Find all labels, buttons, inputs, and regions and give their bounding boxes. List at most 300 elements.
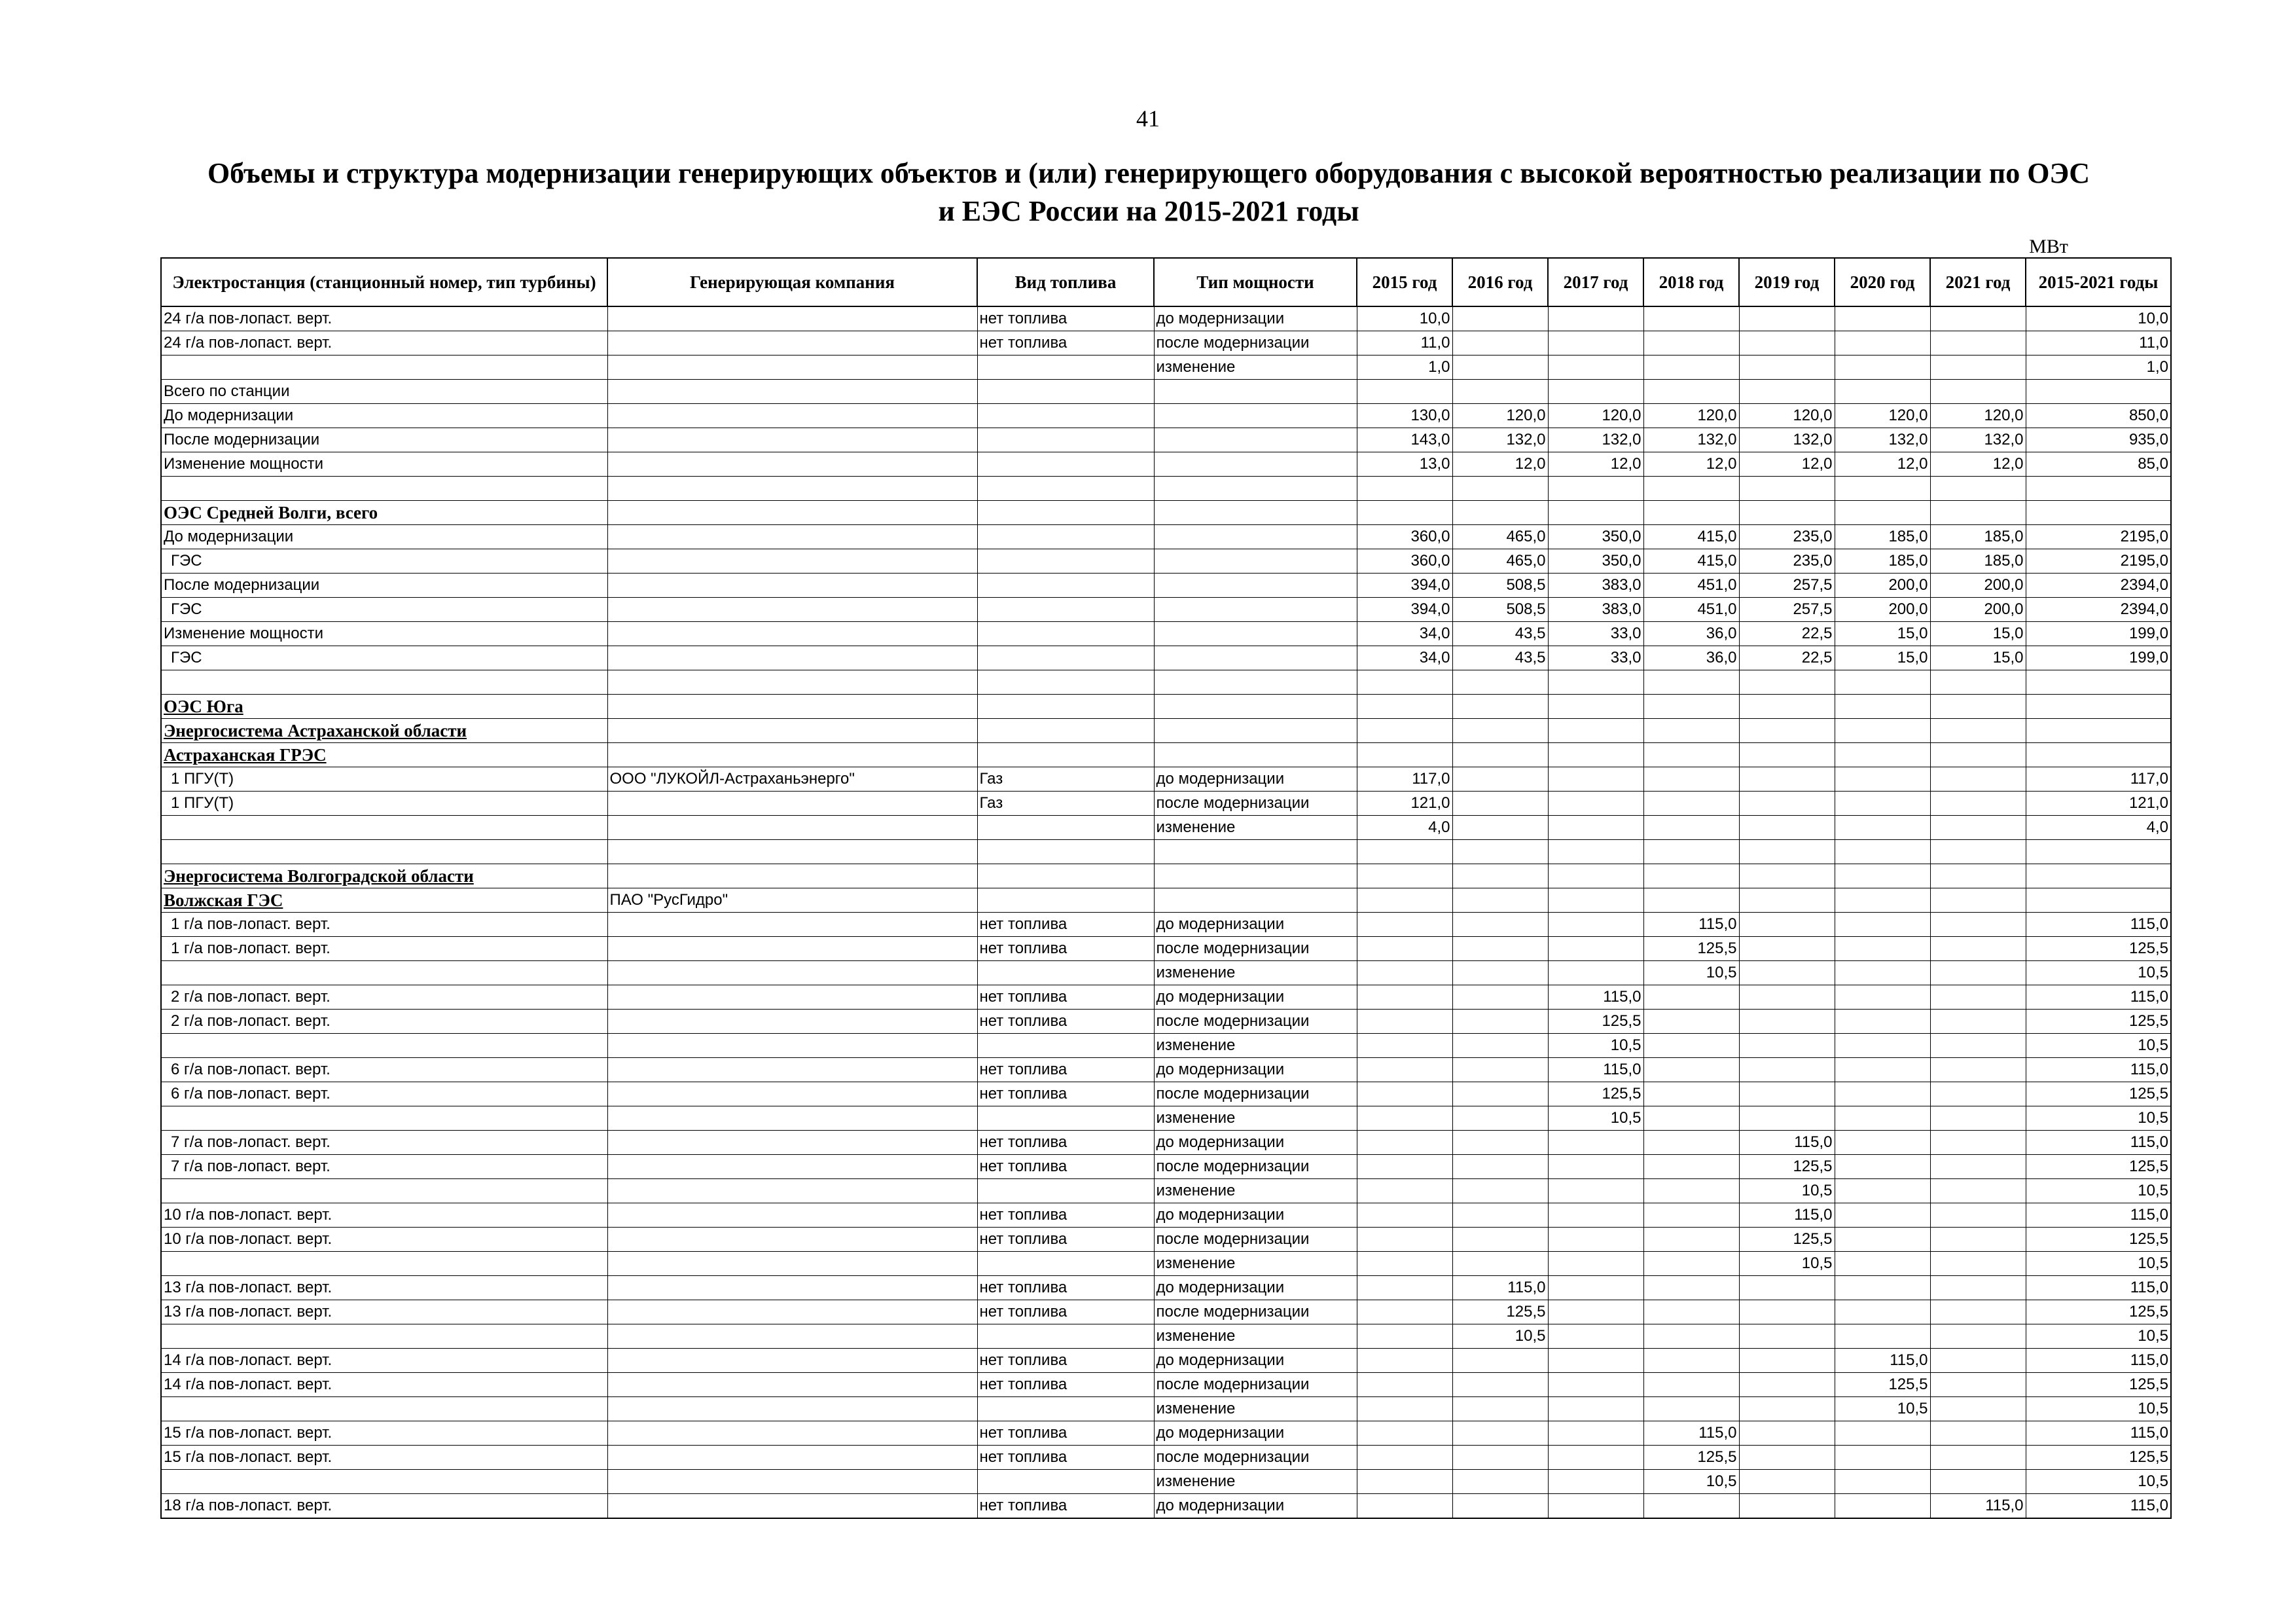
value-cell-2016: 43,5 <box>1452 646 1548 670</box>
fuel-cell <box>977 477 1154 501</box>
value-cell-2015: 130,0 <box>1357 404 1452 428</box>
company-cell <box>607 961 977 985</box>
value-cell-2015 <box>1357 1421 1452 1446</box>
value-cell-2017 <box>1548 1179 1643 1203</box>
capacity-type-cell <box>1154 549 1357 574</box>
fuel-cell <box>977 816 1154 840</box>
value-cell-2021 <box>1930 1203 2026 1228</box>
company-cell <box>607 1324 977 1349</box>
value-cell-2017 <box>1548 767 1643 792</box>
station-cell: 13 г/а пов-лопаст. верт. <box>161 1276 607 1300</box>
company-cell <box>607 574 977 598</box>
value-cell-2017: 120,0 <box>1548 404 1643 428</box>
value-cell-2021 <box>1930 937 2026 961</box>
value-cell-2015 <box>1357 985 1452 1010</box>
document-title <box>144 155 2153 230</box>
value-cell-2016: 465,0 <box>1452 525 1548 549</box>
value-cell-2016 <box>1452 985 1548 1010</box>
value-cell-2015: 143,0 <box>1357 428 1452 452</box>
title-line-1: Объемы и структура модернизации генерирующих объектов и (или) генерирующего оборудования с высокой вероятностью реализации по ОЭС <box>207 157 2090 189</box>
total-cell <box>2026 840 2171 864</box>
value-cell-2021: 15,0 <box>1930 622 2026 646</box>
total-cell: 125,5 <box>2026 1010 2171 1034</box>
value-cell-2021 <box>1930 356 2026 380</box>
value-cell-2016 <box>1452 356 1548 380</box>
table-row <box>161 985 2171 1010</box>
value-cell-2016 <box>1452 306 1548 331</box>
fuel-cell <box>977 888 1154 913</box>
value-cell-2017: 350,0 <box>1548 549 1643 574</box>
company-cell <box>607 840 977 864</box>
value-cell-2019 <box>1739 695 1835 719</box>
value-cell-2020 <box>1835 864 1930 888</box>
value-cell-2021 <box>1930 380 2026 404</box>
value-cell-2016 <box>1452 1034 1548 1058</box>
value-cell-2021 <box>1930 792 2026 816</box>
table-row <box>161 574 2171 598</box>
capacity-type-cell <box>1154 646 1357 670</box>
value-cell-2021 <box>1930 331 2026 356</box>
station-label: Астраханская ГРЭС <box>164 745 327 765</box>
value-cell-2021: 115,0 <box>1930 1494 2026 1519</box>
value-cell-2021 <box>1930 864 2026 888</box>
value-cell-2017 <box>1548 1494 1643 1519</box>
value-cell-2016 <box>1452 1010 1548 1034</box>
table-row <box>161 1058 2171 1082</box>
table-row <box>161 1203 2171 1228</box>
value-cell-2015 <box>1357 961 1452 985</box>
value-cell-2019: 125,5 <box>1739 1155 1835 1179</box>
value-cell-2018 <box>1643 1058 1739 1082</box>
total-cell: 121,0 <box>2026 792 2171 816</box>
company-cell <box>607 743 977 767</box>
table-row <box>161 622 2171 646</box>
capacity-type-cell <box>1154 404 1357 428</box>
company-cell <box>607 1397 977 1421</box>
value-cell-2017: 12,0 <box>1548 452 1643 477</box>
station-label: Энергосистема Волгоградской области <box>164 866 474 886</box>
capacity-type-cell: изменение <box>1154 1470 1357 1494</box>
value-cell-2018 <box>1643 1082 1739 1106</box>
value-cell-2021 <box>1930 1228 2026 1252</box>
value-cell-2020 <box>1835 380 1930 404</box>
header-total: 2015-2021 годы <box>2026 258 2171 306</box>
capacity-type-cell: после модернизации <box>1154 331 1357 356</box>
table-row <box>161 1179 2171 1203</box>
value-cell-2015 <box>1357 1106 1452 1131</box>
fuel-cell: нет топлива <box>977 1494 1154 1519</box>
value-cell-2018 <box>1643 695 1739 719</box>
total-cell: 117,0 <box>2026 767 2171 792</box>
value-cell-2020: 12,0 <box>1835 452 1930 477</box>
value-cell-2016 <box>1452 816 1548 840</box>
value-cell-2018: 12,0 <box>1643 452 1739 477</box>
total-cell: 125,5 <box>2026 1155 2171 1179</box>
value-cell-2020 <box>1835 1228 1930 1252</box>
value-cell-2020: 185,0 <box>1835 549 1930 574</box>
value-cell-2021 <box>1930 840 2026 864</box>
value-cell-2016 <box>1452 1203 1548 1228</box>
fuel-cell: нет топлива <box>977 1300 1154 1324</box>
value-cell-2019 <box>1739 743 1835 767</box>
value-cell-2018 <box>1643 792 1739 816</box>
station-cell: 14 г/а пов-лопаст. верт. <box>161 1349 607 1373</box>
value-cell-2020: 15,0 <box>1835 622 1930 646</box>
value-cell-2016 <box>1452 961 1548 985</box>
table-row <box>161 961 2171 985</box>
header-company: Генерирующая компания <box>607 258 977 306</box>
page-number: 41 <box>1136 105 1160 132</box>
value-cell-2020 <box>1835 306 1930 331</box>
value-cell-2018 <box>1643 1252 1739 1276</box>
value-cell-2018 <box>1643 864 1739 888</box>
total-cell <box>2026 719 2171 743</box>
fuel-cell <box>977 695 1154 719</box>
value-cell-2018 <box>1643 1203 1739 1228</box>
table-row <box>161 888 2171 913</box>
fuel-cell: нет топлива <box>977 1058 1154 1082</box>
company-cell <box>607 1421 977 1446</box>
value-cell-2016 <box>1452 1252 1548 1276</box>
station-cell <box>161 356 607 380</box>
value-cell-2018 <box>1643 719 1739 743</box>
value-cell-2021 <box>1930 1082 2026 1106</box>
value-cell-2015 <box>1357 1373 1452 1397</box>
fuel-cell <box>977 1324 1154 1349</box>
value-cell-2018 <box>1643 1106 1739 1131</box>
value-cell-2015 <box>1357 1228 1452 1252</box>
company-cell <box>607 1228 977 1252</box>
value-cell-2020 <box>1835 985 1930 1010</box>
table-row <box>161 1155 2171 1179</box>
value-cell-2016 <box>1452 1421 1548 1446</box>
company-cell <box>607 501 977 525</box>
value-cell-2015 <box>1357 1446 1452 1470</box>
value-cell-2020 <box>1835 767 1930 792</box>
fuel-cell <box>977 743 1154 767</box>
value-cell-2017: 115,0 <box>1548 1058 1643 1082</box>
station-cell <box>161 840 607 864</box>
station-cell: Изменение мощности <box>161 452 607 477</box>
total-cell: 2195,0 <box>2026 549 2171 574</box>
header-2018: 2018 год <box>1643 258 1739 306</box>
capacity-type-cell <box>1154 719 1357 743</box>
value-cell-2015: 117,0 <box>1357 767 1452 792</box>
value-cell-2016 <box>1452 937 1548 961</box>
value-cell-2016: 12,0 <box>1452 452 1548 477</box>
value-cell-2017 <box>1548 695 1643 719</box>
capacity-type-cell <box>1154 840 1357 864</box>
value-cell-2018: 125,5 <box>1643 937 1739 961</box>
value-cell-2017: 383,0 <box>1548 574 1643 598</box>
value-cell-2017: 132,0 <box>1548 428 1643 452</box>
value-cell-2019 <box>1739 767 1835 792</box>
total-cell: 11,0 <box>2026 331 2171 356</box>
value-cell-2015 <box>1357 501 1452 525</box>
company-cell <box>607 525 977 549</box>
value-cell-2019 <box>1739 1058 1835 1082</box>
station-cell: ГЭС <box>161 549 607 574</box>
company-cell <box>607 1179 977 1203</box>
value-cell-2016: 10,5 <box>1452 1324 1548 1349</box>
station-label: Энергосистема Астраханской области <box>164 721 467 740</box>
total-cell: 10,5 <box>2026 1397 2171 1421</box>
station-cell <box>161 670 607 695</box>
value-cell-2017 <box>1548 792 1643 816</box>
value-cell-2017 <box>1548 477 1643 501</box>
value-cell-2015 <box>1357 937 1452 961</box>
value-cell-2018 <box>1643 1276 1739 1300</box>
value-cell-2015 <box>1357 719 1452 743</box>
fuel-cell: нет топлива <box>977 1155 1154 1179</box>
value-cell-2021 <box>1930 1276 2026 1300</box>
station-cell: После модернизации <box>161 574 607 598</box>
total-cell: 125,5 <box>2026 1228 2171 1252</box>
fuel-cell <box>977 1470 1154 1494</box>
total-cell: 115,0 <box>2026 1203 2171 1228</box>
value-cell-2017 <box>1548 937 1643 961</box>
value-cell-2015 <box>1357 1397 1452 1421</box>
company-cell <box>607 1470 977 1494</box>
value-cell-2021 <box>1930 1397 2026 1421</box>
value-cell-2017 <box>1548 331 1643 356</box>
value-cell-2015: 394,0 <box>1357 574 1452 598</box>
table-row <box>161 380 2171 404</box>
header-2021: 2021 год <box>1930 258 2026 306</box>
fuel-cell <box>977 670 1154 695</box>
value-cell-2015 <box>1357 670 1452 695</box>
value-cell-2018 <box>1643 816 1739 840</box>
value-cell-2019 <box>1739 961 1835 985</box>
value-cell-2018 <box>1643 743 1739 767</box>
table-row <box>161 1421 2171 1446</box>
fuel-cell: нет топлива <box>977 1131 1154 1155</box>
fuel-cell <box>977 404 1154 428</box>
table-row <box>161 1494 2171 1519</box>
fuel-cell: нет топлива <box>977 913 1154 937</box>
total-cell <box>2026 888 2171 913</box>
value-cell-2016: 465,0 <box>1452 549 1548 574</box>
value-cell-2017 <box>1548 1373 1643 1397</box>
value-cell-2019: 257,5 <box>1739 574 1835 598</box>
table-row <box>161 1276 2171 1300</box>
value-cell-2019: 10,5 <box>1739 1252 1835 1276</box>
value-cell-2018 <box>1643 380 1739 404</box>
company-cell: ООО "ЛУКОЙЛ-Астраханьэнерго" <box>607 767 977 792</box>
capacity-type-cell: изменение <box>1154 1397 1357 1421</box>
value-cell-2019: 132,0 <box>1739 428 1835 452</box>
table-row <box>161 1446 2171 1470</box>
company-cell <box>607 1131 977 1155</box>
value-cell-2015 <box>1357 913 1452 937</box>
total-cell: 850,0 <box>2026 404 2171 428</box>
value-cell-2019 <box>1739 501 1835 525</box>
value-cell-2018 <box>1643 840 1739 864</box>
capacity-type-cell: до модернизации <box>1154 1421 1357 1446</box>
station-cell: 1 г/а пов-лопаст. верт. <box>161 937 607 961</box>
value-cell-2017 <box>1548 1397 1643 1421</box>
company-cell <box>607 1082 977 1106</box>
value-cell-2021 <box>1930 695 2026 719</box>
value-cell-2018: 125,5 <box>1643 1446 1739 1470</box>
company-cell <box>607 1058 977 1082</box>
capacity-type-cell: до модернизации <box>1154 913 1357 937</box>
capacity-type-cell <box>1154 477 1357 501</box>
value-cell-2021 <box>1930 1349 2026 1373</box>
company-cell <box>607 306 977 331</box>
value-cell-2018 <box>1643 1179 1739 1203</box>
value-cell-2020: 185,0 <box>1835 525 1930 549</box>
fuel-cell: нет топлива <box>977 937 1154 961</box>
value-cell-2019 <box>1739 985 1835 1010</box>
value-cell-2018: 415,0 <box>1643 549 1739 574</box>
fuel-cell <box>977 525 1154 549</box>
value-cell-2015: 13,0 <box>1357 452 1452 477</box>
station-cell <box>161 1252 607 1276</box>
table-row <box>161 1300 2171 1324</box>
total-cell: 199,0 <box>2026 646 2171 670</box>
value-cell-2017 <box>1548 913 1643 937</box>
value-cell-2021 <box>1930 1252 2026 1276</box>
value-cell-2016: 120,0 <box>1452 404 1548 428</box>
total-cell: 115,0 <box>2026 1131 2171 1155</box>
fuel-cell <box>977 598 1154 622</box>
company-cell <box>607 670 977 695</box>
value-cell-2021: 200,0 <box>1930 598 2026 622</box>
value-cell-2020 <box>1835 1155 1930 1179</box>
total-cell <box>2026 864 2171 888</box>
fuel-cell <box>977 864 1154 888</box>
value-cell-2016 <box>1452 1131 1548 1155</box>
unit-label: МВт <box>2029 236 2068 257</box>
capacity-type-cell: до модернизации <box>1154 1058 1357 1082</box>
value-cell-2021 <box>1930 816 2026 840</box>
total-cell: 115,0 <box>2026 913 2171 937</box>
value-cell-2015: 360,0 <box>1357 549 1452 574</box>
fuel-cell <box>977 1397 1154 1421</box>
table-body <box>161 306 2171 1518</box>
value-cell-2019 <box>1739 1082 1835 1106</box>
company-cell <box>607 1203 977 1228</box>
capacity-type-cell: изменение <box>1154 961 1357 985</box>
value-cell-2020 <box>1835 1179 1930 1203</box>
value-cell-2021 <box>1930 1446 2026 1470</box>
station-cell <box>161 961 607 985</box>
value-cell-2020 <box>1835 961 1930 985</box>
value-cell-2018 <box>1643 1494 1739 1519</box>
table-row <box>161 525 2171 549</box>
value-cell-2019: 115,0 <box>1739 1131 1835 1155</box>
table-row <box>161 356 2171 380</box>
value-cell-2021 <box>1930 1058 2026 1082</box>
capacity-type-cell <box>1154 525 1357 549</box>
capacity-type-cell: после модернизации <box>1154 1446 1357 1470</box>
value-cell-2021 <box>1930 1300 2026 1324</box>
station-cell: После модернизации <box>161 428 607 452</box>
value-cell-2015 <box>1357 1252 1452 1276</box>
table-row <box>161 864 2171 888</box>
capacity-type-cell: после модернизации <box>1154 1010 1357 1034</box>
value-cell-2021 <box>1930 888 2026 913</box>
value-cell-2017 <box>1548 1228 1643 1252</box>
total-cell: 115,0 <box>2026 985 2171 1010</box>
station-label: Волжская ГЭС <box>164 890 283 910</box>
value-cell-2016: 132,0 <box>1452 428 1548 452</box>
value-cell-2020 <box>1835 1082 1930 1106</box>
station-cell: 10 г/а пов-лопаст. верт. <box>161 1203 607 1228</box>
capacity-type-cell <box>1154 428 1357 452</box>
value-cell-2020 <box>1835 743 1930 767</box>
station-cell <box>161 864 607 888</box>
company-cell <box>607 1349 977 1373</box>
station-cell: 15 г/а пов-лопаст. верт. <box>161 1421 607 1446</box>
table-row <box>161 1106 2171 1131</box>
total-cell <box>2026 477 2171 501</box>
value-cell-2016 <box>1452 670 1548 695</box>
header-capacity-type: Тип мощности <box>1154 258 1357 306</box>
total-cell: 935,0 <box>2026 428 2171 452</box>
fuel-cell <box>977 719 1154 743</box>
station-cell <box>161 1470 607 1494</box>
company-cell <box>607 598 977 622</box>
value-cell-2017 <box>1548 816 1643 840</box>
capacity-type-cell: изменение <box>1154 356 1357 380</box>
modernization-table <box>160 257 2172 1519</box>
capacity-type-cell: до модернизации <box>1154 1131 1357 1155</box>
value-cell-2019 <box>1739 1421 1835 1446</box>
table-row <box>161 792 2171 816</box>
fuel-cell <box>977 1179 1154 1203</box>
value-cell-2018: 120,0 <box>1643 404 1739 428</box>
value-cell-2021 <box>1930 985 2026 1010</box>
fuel-cell <box>977 501 1154 525</box>
value-cell-2018: 36,0 <box>1643 646 1739 670</box>
value-cell-2019 <box>1739 1349 1835 1373</box>
total-cell <box>2026 501 2171 525</box>
capacity-type-cell: до модернизации <box>1154 767 1357 792</box>
table-row <box>161 1082 2171 1106</box>
company-cell <box>607 404 977 428</box>
value-cell-2020 <box>1835 719 1930 743</box>
station-cell: До модернизации <box>161 404 607 428</box>
value-cell-2021: 15,0 <box>1930 646 2026 670</box>
capacity-type-cell: до модернизации <box>1154 306 1357 331</box>
value-cell-2021 <box>1930 1373 2026 1397</box>
station-cell: 24 г/а пов-лопаст. верт. <box>161 306 607 331</box>
header-station: Электростанция (станционный номер, тип турбины) <box>161 258 607 306</box>
value-cell-2020 <box>1835 501 1930 525</box>
company-cell <box>607 1155 977 1179</box>
fuel-cell: нет топлива <box>977 1446 1154 1470</box>
fuel-cell: Газ <box>977 792 1154 816</box>
value-cell-2020: 115,0 <box>1835 1349 1930 1373</box>
total-cell: 125,5 <box>2026 1373 2171 1397</box>
value-cell-2015 <box>1357 1300 1452 1324</box>
fuel-cell: нет топлива <box>977 1276 1154 1300</box>
value-cell-2015 <box>1357 1470 1452 1494</box>
station-cell <box>161 1397 607 1421</box>
value-cell-2016 <box>1452 1494 1548 1519</box>
station-cell <box>161 1034 607 1058</box>
company-cell <box>607 1010 977 1034</box>
value-cell-2016 <box>1452 743 1548 767</box>
capacity-type-cell: после модернизации <box>1154 792 1357 816</box>
table-row <box>161 1349 2171 1373</box>
table-row <box>161 646 2171 670</box>
value-cell-2018 <box>1643 1373 1739 1397</box>
value-cell-2020 <box>1835 792 1930 816</box>
table-row <box>161 1397 2171 1421</box>
